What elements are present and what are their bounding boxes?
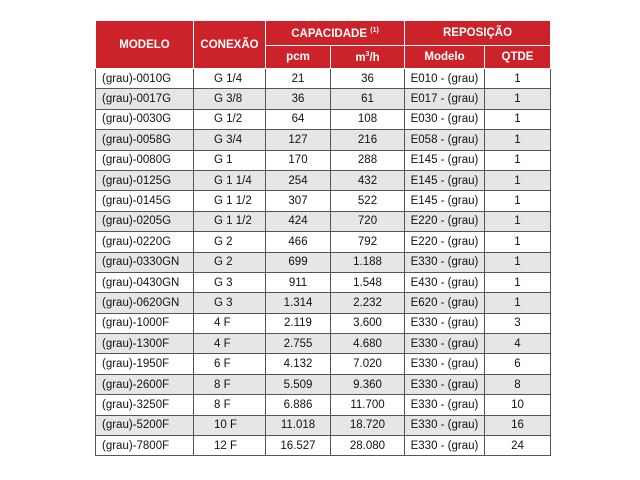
cell-conexao: G 1/4	[194, 69, 266, 89]
header-capacidade-note: (1)	[370, 26, 379, 34]
header-m3h-suffix: /h	[369, 51, 380, 64]
cell-reposicao-modelo: E220 - (grau)	[405, 211, 485, 231]
cell-pcm: 424	[266, 211, 331, 231]
cell-modelo: (grau)-2600F	[96, 374, 194, 394]
cell-qtde: 1	[485, 191, 551, 211]
cell-reposicao-modelo: E330 - (grau)	[405, 354, 485, 374]
cell-qtde: 24	[485, 436, 551, 456]
cell-qtde: 1	[485, 89, 551, 109]
cell-reposicao-modelo: E220 - (grau)	[405, 232, 485, 252]
cell-qtde: 6	[485, 354, 551, 374]
header-m3h-exp: 3	[365, 50, 370, 58]
cell-reposicao-modelo: E330 - (grau)	[405, 334, 485, 354]
cell-conexao: 8 F	[194, 395, 266, 415]
cell-pcm: 11.018	[266, 415, 331, 435]
table-row	[96, 415, 551, 435]
spec-table	[95, 20, 551, 456]
cell-pcm: 1.314	[266, 293, 331, 313]
cell-qtde: 1	[485, 293, 551, 313]
table-row	[96, 293, 551, 313]
cell-conexao: 10 F	[194, 415, 266, 435]
cell-modelo: (grau)-0030G	[96, 109, 194, 129]
cell-qtde: 4	[485, 334, 551, 354]
cell-reposicao-modelo: E330 - (grau)	[405, 252, 485, 272]
cell-conexao: 4 F	[194, 313, 266, 333]
cell-m3h: 288	[331, 150, 405, 170]
spec-table-container	[95, 20, 550, 456]
cell-modelo: (grau)-0430GN	[96, 272, 194, 292]
table-row	[96, 232, 551, 252]
cell-modelo: (grau)-3250F	[96, 395, 194, 415]
cell-conexao: 12 F	[194, 436, 266, 456]
cell-qtde: 1	[485, 69, 551, 89]
cell-m3h: 522	[331, 191, 405, 211]
cell-reposicao-modelo: E145 - (grau)	[405, 170, 485, 190]
cell-m3h: 9.360	[331, 374, 405, 394]
cell-modelo: (grau)-0017G	[96, 89, 194, 109]
cell-m3h: 108	[331, 109, 405, 129]
cell-qtde: 1	[485, 211, 551, 231]
cell-m3h: 7.020	[331, 354, 405, 374]
cell-m3h: 3.600	[331, 313, 405, 333]
cell-pcm: 307	[266, 191, 331, 211]
cell-m3h: 1.188	[331, 252, 405, 272]
cell-m3h: 18.720	[331, 415, 405, 435]
cell-conexao: G 1 1/2	[194, 211, 266, 231]
cell-m3h: 216	[331, 130, 405, 150]
cell-qtde: 1	[485, 272, 551, 292]
cell-modelo: (grau)-0330GN	[96, 252, 194, 272]
cell-modelo: (grau)-1300F	[96, 334, 194, 354]
cell-conexao: G 1 1/4	[194, 170, 266, 190]
cell-qtde: 3	[485, 313, 551, 333]
table-row	[96, 130, 551, 150]
cell-conexao: G 1 1/2	[194, 191, 266, 211]
cell-reposicao-modelo: E017 - (grau)	[405, 89, 485, 109]
cell-qtde: 1	[485, 109, 551, 129]
cell-pcm: 911	[266, 272, 331, 292]
cell-modelo: (grau)-0620GN	[96, 293, 194, 313]
table-row	[96, 374, 551, 394]
cell-m3h: 11.700	[331, 395, 405, 415]
table-row	[96, 69, 551, 89]
cell-pcm: 2.119	[266, 313, 331, 333]
cell-m3h: 61	[331, 89, 405, 109]
cell-pcm: 254	[266, 170, 331, 190]
cell-modelo: (grau)-0220G	[96, 232, 194, 252]
cell-m3h: 2.232	[331, 293, 405, 313]
header-modelo-sub: Modelo	[405, 46, 485, 69]
table-row	[96, 211, 551, 231]
cell-m3h: 720	[331, 211, 405, 231]
table-row	[96, 191, 551, 211]
cell-modelo: (grau)-5200F	[96, 415, 194, 435]
cell-m3h: 28.080	[331, 436, 405, 456]
cell-conexao: G 3	[194, 272, 266, 292]
cell-modelo: (grau)-0205G	[96, 211, 194, 231]
cell-pcm: 5.509	[266, 374, 331, 394]
cell-reposicao-modelo: E145 - (grau)	[405, 150, 485, 170]
cell-modelo: (grau)-0058G	[96, 130, 194, 150]
cell-modelo: (grau)-1000F	[96, 313, 194, 333]
header-capacidade-label: CAPACIDADE	[291, 27, 368, 40]
header-capacidade	[266, 21, 405, 46]
cell-conexao: G 3/8	[194, 89, 266, 109]
table-row	[96, 150, 551, 170]
cell-conexao: G 1/2	[194, 109, 266, 129]
cell-qtde: 1	[485, 170, 551, 190]
cell-reposicao-modelo: E620 - (grau)	[405, 293, 485, 313]
cell-pcm: 4.132	[266, 354, 331, 374]
cell-conexao: 6 F	[194, 354, 266, 374]
cell-reposicao-modelo: E330 - (grau)	[405, 313, 485, 333]
header-m3h	[331, 46, 405, 69]
table-row	[96, 170, 551, 190]
cell-reposicao-modelo: E010 - (grau)	[405, 69, 485, 89]
cell-reposicao-modelo: E330 - (grau)	[405, 374, 485, 394]
cell-m3h: 1.548	[331, 272, 405, 292]
cell-qtde: 1	[485, 232, 551, 252]
table-row	[96, 109, 551, 129]
table-row	[96, 354, 551, 374]
table-row	[96, 334, 551, 354]
cell-modelo: (grau)-0145G	[96, 191, 194, 211]
table-row	[96, 395, 551, 415]
cell-reposicao-modelo: E330 - (grau)	[405, 415, 485, 435]
cell-conexao: 4 F	[194, 334, 266, 354]
cell-pcm: 64	[266, 109, 331, 129]
table-row	[96, 252, 551, 272]
cell-pcm: 699	[266, 252, 331, 272]
cell-conexao: G 3/4	[194, 130, 266, 150]
cell-pcm: 2.755	[266, 334, 331, 354]
cell-conexao: 8 F	[194, 374, 266, 394]
cell-qtde: 1	[485, 130, 551, 150]
cell-reposicao-modelo: E145 - (grau)	[405, 191, 485, 211]
table-row	[96, 89, 551, 109]
header-m3h-base: m	[355, 51, 366, 64]
cell-reposicao-modelo: E030 - (grau)	[405, 109, 485, 129]
cell-conexao: G 3	[194, 293, 266, 313]
cell-pcm: 36	[266, 89, 331, 109]
cell-pcm: 6.886	[266, 395, 331, 415]
cell-reposicao-modelo: E430 - (grau)	[405, 272, 485, 292]
table-body	[96, 69, 551, 456]
cell-modelo: (grau)-0125G	[96, 170, 194, 190]
cell-reposicao-modelo: E058 - (grau)	[405, 130, 485, 150]
cell-reposicao-modelo: E330 - (grau)	[405, 436, 485, 456]
cell-conexao: G 1	[194, 150, 266, 170]
cell-qtde: 8	[485, 374, 551, 394]
header-qtde: QTDE	[485, 46, 551, 69]
header-reposicao: REPOSIÇÃO	[405, 21, 551, 46]
header-pcm: pcm	[266, 46, 331, 69]
table-row	[96, 272, 551, 292]
cell-qtde: 1	[485, 150, 551, 170]
cell-modelo: (grau)-0010G	[96, 69, 194, 89]
table-row	[96, 436, 551, 456]
cell-m3h: 36	[331, 69, 405, 89]
cell-conexao: G 2	[194, 252, 266, 272]
cell-pcm: 170	[266, 150, 331, 170]
cell-modelo: (grau)-1950F	[96, 354, 194, 374]
header-conexao: CONEXÃO	[194, 21, 266, 69]
cell-modelo: (grau)-7800F	[96, 436, 194, 456]
cell-pcm: 16.527	[266, 436, 331, 456]
cell-pcm: 127	[266, 130, 331, 150]
header-modelo: MODELO	[96, 21, 194, 69]
cell-m3h: 432	[331, 170, 405, 190]
cell-qtde: 10	[485, 395, 551, 415]
cell-pcm: 21	[266, 69, 331, 89]
cell-qtde: 16	[485, 415, 551, 435]
cell-modelo: (grau)-0080G	[96, 150, 194, 170]
cell-reposicao-modelo: E330 - (grau)	[405, 395, 485, 415]
cell-qtde: 1	[485, 252, 551, 272]
cell-conexao: G 2	[194, 232, 266, 252]
table-row	[96, 313, 551, 333]
cell-pcm: 466	[266, 232, 331, 252]
cell-m3h: 4.680	[331, 334, 405, 354]
cell-m3h: 792	[331, 232, 405, 252]
